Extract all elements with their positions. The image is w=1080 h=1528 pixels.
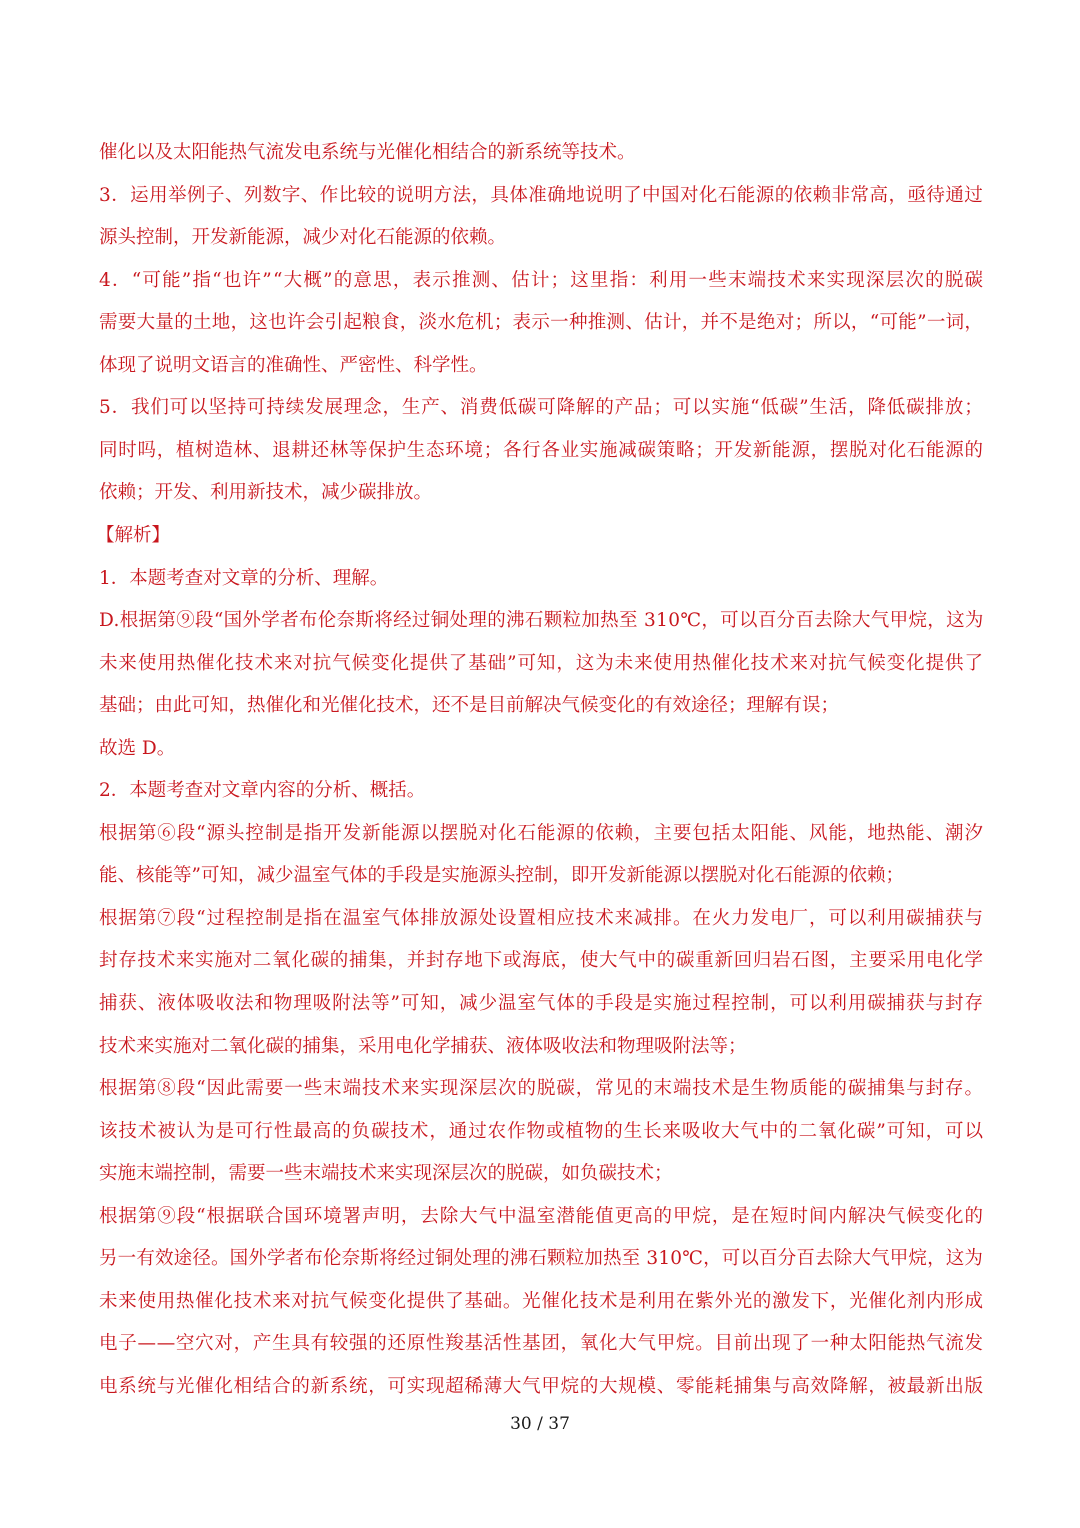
text-line: 【解析】: [96, 525, 171, 546]
text-line: 依赖；开发、利用新技术，减少碳排放。: [99, 482, 433, 503]
text-line: 电系统与光催化相结合的新系统，可实现超稀薄大气甲烷的大规模、零能耗捕集与高效降解，被最新出版: [99, 1376, 984, 1397]
text-line: 封存技术来实施对二氧化碳的捕集，并封存地下或海底，使大气中的碳重新回归岩石图，主要采用电化学: [99, 950, 984, 971]
text-line: 未来使用热催化技术来对抗气候变化提供了基础。光催化技术是利用在紫外光的激发下，光催化剂内形成: [99, 1291, 984, 1312]
text-line: 催化以及太阳能热气流发电系统与光催化相结合的新系统等技术。: [99, 142, 636, 163]
text-line: 需要大量的土地，这也许会引起粮食，淡水危机；表示一种推测、估计，并不是绝对；所以，“可能”一词，: [99, 312, 984, 333]
text-line: 根据第⑥段“源头控制是指开发新能源以摆脱对化石能源的依赖，主要包括太阳能、风能，地热能、潮汐: [99, 823, 984, 844]
text-line: 另一有效途径。国外学者布伦奈斯将经过铜处理的沸石颗粒加热至 310℃，可以百分百去除大气甲烷，这为: [99, 1248, 984, 1269]
text-line: 4．“可能”指“也许”“大概”的意思，表示推测、估计；这里指：利用一些末端技术来实现深层次的脱碳: [99, 270, 985, 291]
text-line: 2．本题考查对文章内容的分析、概括。: [99, 780, 426, 801]
text-line: 根据第⑧段“因此需要一些末端技术来实现深层次的脱碳，常见的末端技术是生物质能的碳捕集与封存。: [99, 1078, 984, 1099]
text-line: 捕获、液体吸收法和物理吸附法等”可知，减少温室气体的手段是实施过程控制，可以利用碳捕获与封存: [99, 993, 984, 1014]
text-line: 故选 D。: [99, 738, 176, 759]
text-line: 能、核能等”可知，减少温室气体的手段是实施源头控制，即开发新能源以摆脱对化石能源的依赖；: [99, 865, 904, 886]
text-line: 源头控制，开发新能源，减少对化石能源的依赖。: [99, 227, 507, 248]
text-line: 未来使用热催化技术来对抗气候变化提供了基础”可知，这为未来使用热催化技术来对抗气候变化提供了: [99, 653, 984, 674]
text-line: 根据第⑨段“根据联合国环境署声明，去除大气中温室潜能值更高的甲烷，是在短时间内解决气候变化的: [99, 1206, 984, 1227]
text-line: D.根据第⑨段“国外学者布伦奈斯将经过铜处理的沸石颗粒加热至 310℃，可以百分百去除大气甲烷，这为: [99, 610, 984, 631]
text-line: 技术来实施对二氧化碳的捕集，采用电化学捕获、液体吸收法和物理吸附法等；: [99, 1036, 747, 1057]
text-line: 1．本题考查对文章的分析、理解。: [99, 568, 389, 589]
text-line: 基础；由此可知，热催化和光催化技术，还不是目前解决气候变化的有效途径；理解有误；: [99, 695, 840, 716]
text-line: 该技术被认为是可行性最高的负碳技术，通过农作物或植物的生长来吸收大气中的二氧化碳”可知，可以: [99, 1121, 984, 1142]
page-number: 30 / 37: [510, 1414, 570, 1434]
text-line: 5．我们可以坚持可持续发展理念，生产、消费低碳可降解的产品；可以实施“低碳”生活，降低碳排放；: [99, 397, 984, 418]
text-line: 同时吗，植树造林、退耕还林等保护生态环境；各行各业实施减碳策略；开发新能源，摆脱对化石能源的: [99, 440, 984, 461]
text-line: 3．运用举例子、列数字、作比较的说明方法，具体准确地说明了中国对化石能源的依赖非常高，亟待通过: [99, 185, 984, 206]
text-line: 电子——空穴对，产生具有较强的还原性羧基活性基团，氧化大气甲烷。目前出现了一种太阳能热气流发: [99, 1333, 984, 1354]
text-line: 体现了说明文语言的准确性、严密性、科学性。: [99, 355, 488, 376]
text-line: 根据第⑦段“过程控制是指在温室气体排放源处设置相应技术来减排。在火力发电厂，可以利用碳捕获与: [99, 908, 984, 929]
text-line: 实施末端控制，需要一些末端技术来实现深层次的脱碳，如负碳技术；: [99, 1163, 673, 1184]
